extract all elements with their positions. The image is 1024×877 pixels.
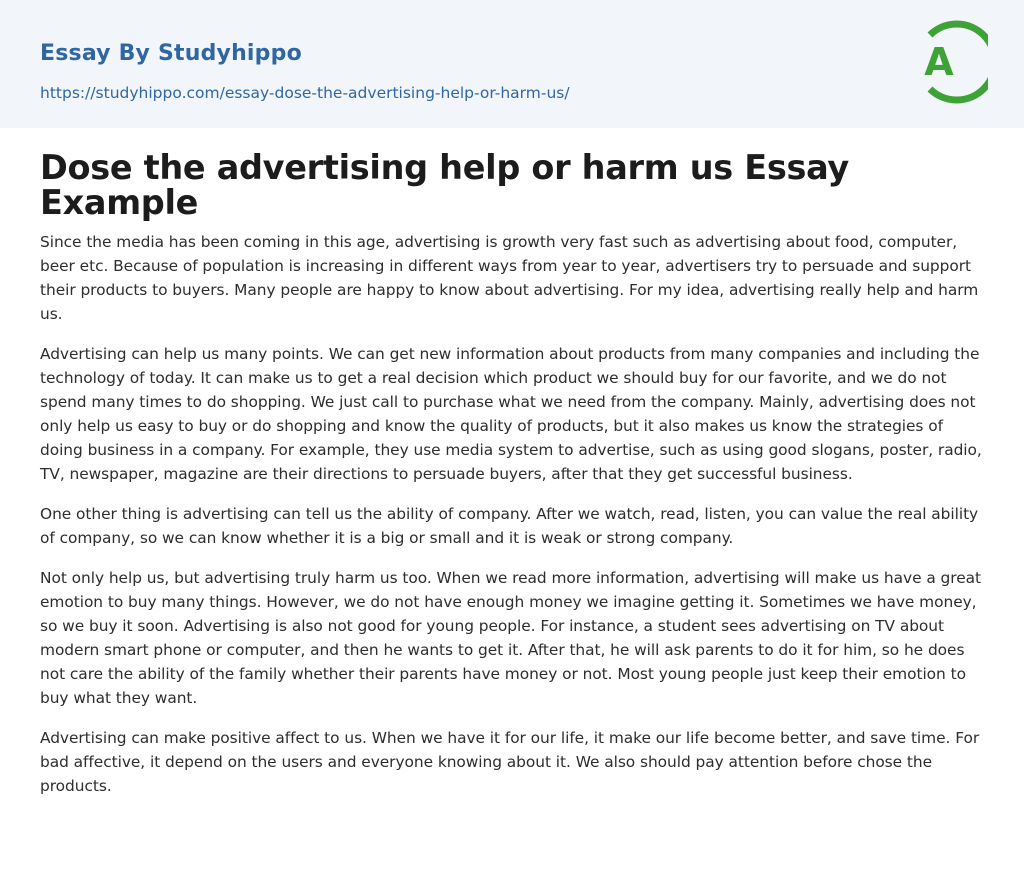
site-header <box>0 0 1024 128</box>
page-title: Dose the advertising help or harm us Essay Example <box>40 148 849 222</box>
article-paragraph: One other thing is advertising can tell us the ability of company. After we watch, read, listen, you can value the real ability of company, so we can know whether it is a big or small and it is weak or strong company. <box>40 505 979 547</box>
brand-title[interactable]: Essay By Studyhippo <box>40 41 302 66</box>
article-paragraph: Advertising can help us many points. We can get new information about products from many companies and including the technology of today. It can make us to get a real decision which product we should buy for our favorite, and we do not spend many times to do shopping. We just call to purchase what we need from the company. Mainly, advertising does not only help us easy to buy or do shopping and know the quality of products, but it also makes us know the strategies of doing business in a company. For example, they use media system to advertise, such as using good slogans, poster, radio, TV, newspaper, magazine are their directions to persuade buyers, after that they get successful business. <box>40 345 982 483</box>
article-url-link[interactable]: https://studyhippo.com/essay-dose-the-advertising-help-or-harm-us/ <box>40 84 570 102</box>
article-paragraph: Advertising can make positive affect to us. When we have it for our life, it make our life become better, and save time. For bad affective, it depend on the users and everyone knowing about it. We also should pay attention before chose the products. <box>40 729 980 795</box>
article-body <box>40 150 988 798</box>
article-paragraph: Not only help us, but advertising truly harm us too. When we read more information, advertising will make us have a great emotion to buy many things. However, we do not have enough money we imagine getting it. Sometimes we have money, so we buy it soon. Advertising is also not good for young people. For instance, a student sees advertising on TV about modern smart phone or computer, and then he wants to get it. After that, he will ask parents to do it for him, so he does not care the ability of the family whether their parents have money or not. Most young people just keep their emotion to buy what they want. <box>40 569 981 707</box>
article-paragraph: Since the media has been coming in this age, advertising is growth very fast such as advertising about food, computer, beer etc. Because of population is increasing in different ways from year to year, advertisers try to persuade and support their products to buyers. Many people are happy to know about advertising. For my idea, advertising really help and harm us. <box>40 233 979 323</box>
logo-letter: A <box>924 40 954 84</box>
studyhippo-logo-icon[interactable] <box>908 18 988 106</box>
